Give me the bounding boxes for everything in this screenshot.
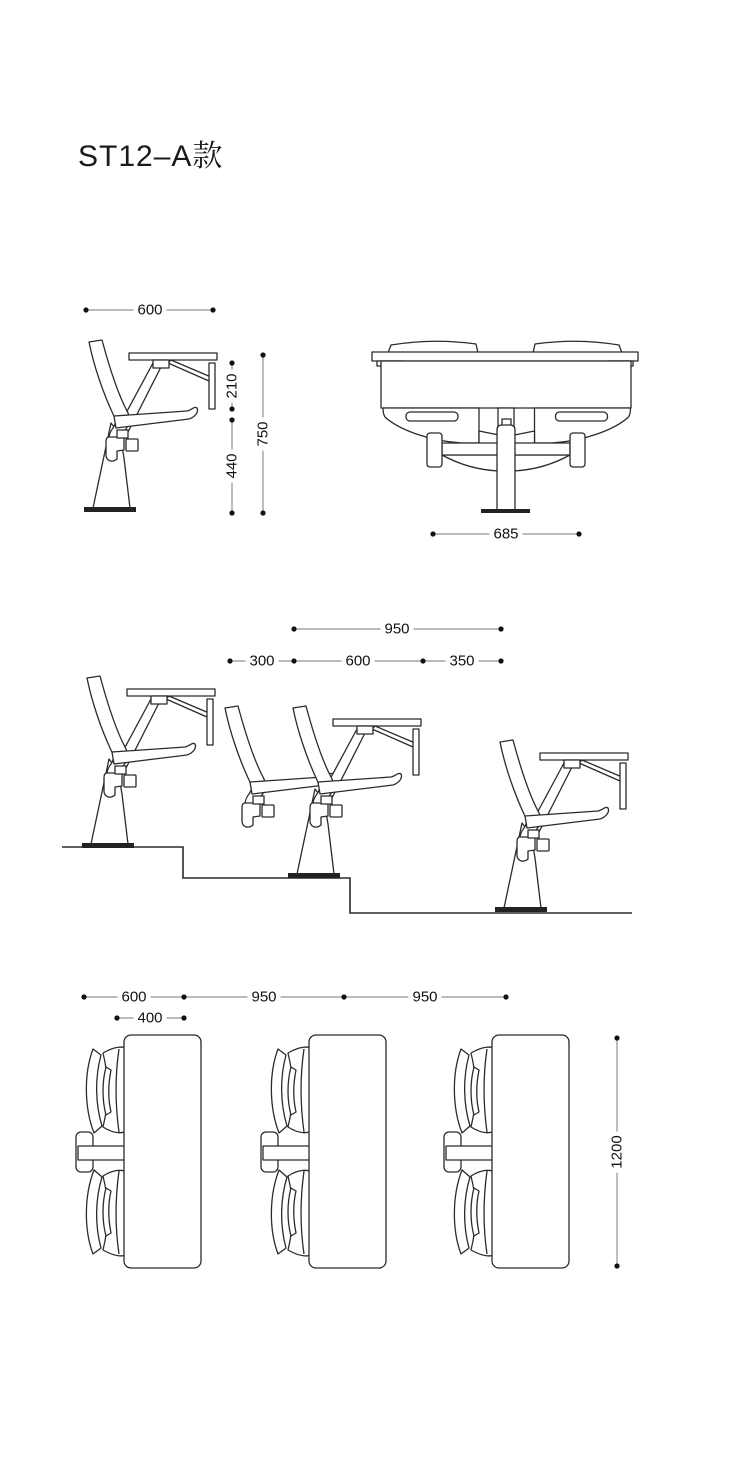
dim-label-row-pitch-total: 950 bbox=[380, 621, 413, 638]
dim-label-chair-depth: 600 bbox=[341, 653, 374, 670]
front-backrest-right bbox=[533, 341, 622, 353]
side-view-drawing bbox=[84, 340, 217, 512]
front-backrest-left bbox=[388, 341, 478, 353]
dim-label-plan-pitch-b: 950 bbox=[408, 989, 441, 1006]
front-beam-cap-right bbox=[570, 433, 585, 467]
plan-unit-3 bbox=[444, 1035, 569, 1268]
dim-label-back-clearance: 300 bbox=[245, 653, 278, 670]
dim-label-plan-first-pitch: 600 bbox=[117, 989, 150, 1006]
row-chair-top-step bbox=[82, 676, 215, 848]
front-desk-top bbox=[372, 352, 638, 361]
row-chair-mid-step bbox=[288, 706, 421, 878]
plan-view-drawing bbox=[76, 1035, 569, 1268]
dim-label-seat-height: 440 bbox=[224, 449, 241, 482]
front-foot bbox=[481, 509, 530, 513]
dim-label-desk-height: 750 bbox=[255, 417, 272, 450]
dim-label-front-clearance: 350 bbox=[445, 653, 478, 670]
front-modesty-panel bbox=[381, 361, 631, 408]
dim-label-seat-width: 400 bbox=[133, 1010, 166, 1027]
row-section-drawing bbox=[62, 676, 632, 913]
front-beam-fillet-right bbox=[514, 455, 570, 471]
plan-unit-1 bbox=[76, 1035, 201, 1268]
dim-label-flap-drop: 210 bbox=[224, 369, 241, 402]
page-title: ST12–A款 bbox=[78, 140, 224, 173]
dim-label-unit-length: 1200 bbox=[609, 1131, 626, 1172]
front-column bbox=[497, 425, 515, 510]
dim-label-front-width: 685 bbox=[489, 526, 522, 543]
front-beam-cap-left bbox=[427, 433, 442, 467]
front-view-drawing bbox=[372, 341, 638, 513]
dim-label-side-depth: 600 bbox=[133, 302, 166, 319]
plan-unit-2 bbox=[261, 1035, 386, 1268]
dim-label-plan-pitch-a: 950 bbox=[247, 989, 280, 1006]
steps-outline bbox=[62, 847, 632, 913]
front-beam-fillet-left bbox=[442, 455, 498, 471]
row-chair-floor bbox=[495, 740, 628, 912]
